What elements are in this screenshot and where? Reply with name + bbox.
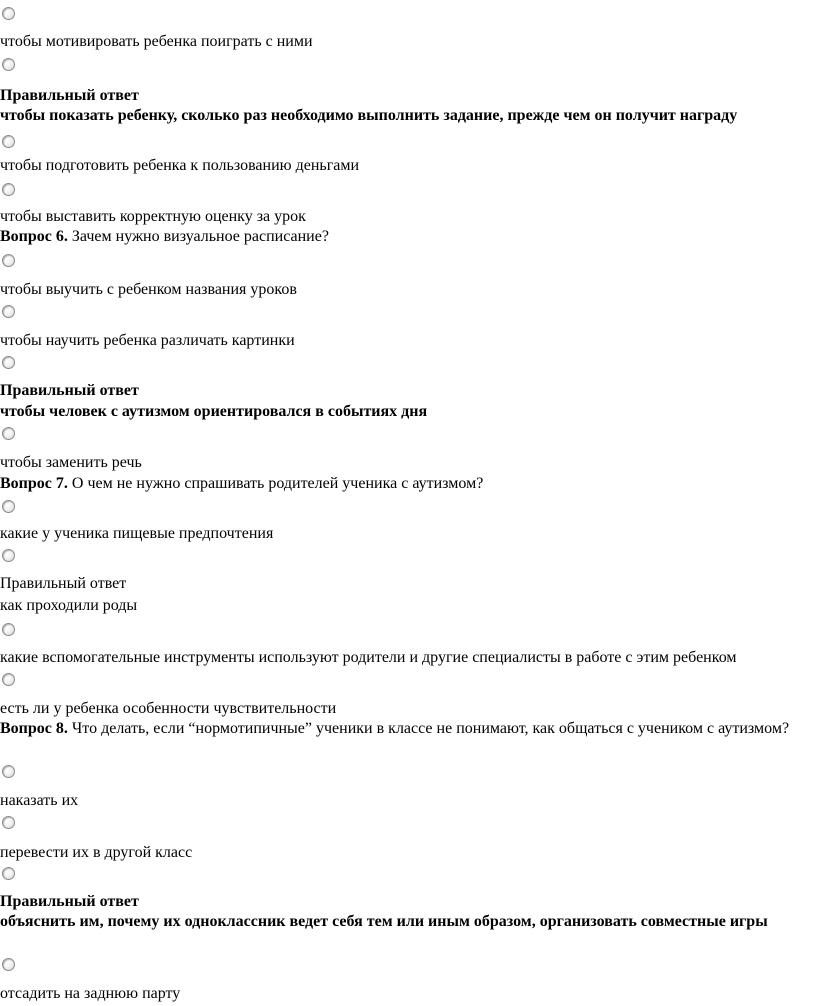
option-label: чтобы подготовить ребенка к пользованию деньгами (0, 157, 360, 174)
question-text: О чем не нужно спрашивать родителей ученика с аутизмом? (67, 475, 484, 492)
option-label: чтобы заменить речь (0, 454, 142, 471)
option-label: отсадить на заднюю парту (0, 985, 181, 1002)
option-label: наказать их (0, 792, 79, 809)
radio-button[interactable] (2, 305, 15, 318)
option-label: чтобы выставить корректную оценку за урок (0, 208, 306, 225)
question-number: Вопрос 7. (0, 475, 68, 492)
radio-button[interactable] (2, 7, 15, 20)
radio-button[interactable] (2, 183, 15, 196)
option-label: перевести их в другой класс (0, 844, 193, 861)
radio-button[interactable] (2, 500, 15, 513)
radio-button[interactable] (2, 254, 15, 267)
radio-button[interactable] (2, 623, 15, 636)
radio-button[interactable] (2, 765, 15, 778)
question-number: Вопрос 6. (0, 228, 68, 245)
question-6 (0, 227, 329, 247)
option-label: чтобы научить ребенка различать картинки (0, 332, 295, 349)
correct-answer-text: чтобы человек с аутизмом ориентировался в событиях дня (0, 403, 428, 420)
option-label: какие вспомогательные инструменты используют родители и другие специалисты в работе с этим ребенком (0, 649, 737, 666)
correct-answer-text: как проходили роды (0, 597, 138, 614)
question-text: Зачем нужно визуальное расписание? (67, 228, 329, 245)
radio-button[interactable] (2, 549, 15, 562)
question-8 (0, 719, 812, 739)
radio-button[interactable] (2, 58, 15, 71)
correct-answer-label: Правильный ответ (0, 893, 139, 910)
option-label: есть ли у ребенка особенности чувствительности (0, 700, 337, 717)
radio-button[interactable] (2, 427, 15, 440)
option-label: чтобы выучить с ребенком названия уроков (0, 281, 297, 298)
radio-button[interactable] (2, 673, 15, 686)
correct-answer-text: объяснить им, почему их одноклассник ведет себя тем или иным образом, организовать совместные игры (0, 913, 768, 930)
option-label: чтобы мотивировать ребенка поиграть с ними (0, 33, 313, 50)
correct-answer-label: Правильный ответ (0, 575, 127, 592)
question-number: Вопрос 8. (0, 720, 68, 737)
question-text: Что делать, если “нормотипичные” ученики в классе не понимают, как общаться с учеником с аутизмом? (67, 720, 790, 737)
correct-answer-label: Правильный ответ (0, 382, 139, 399)
radio-button[interactable] (2, 958, 15, 971)
radio-button[interactable] (2, 816, 15, 829)
question-7 (0, 474, 483, 494)
radio-button[interactable] (2, 356, 15, 369)
correct-answer-label: Правильный ответ (0, 87, 139, 104)
radio-button[interactable] (2, 867, 15, 880)
option-label: какие у ученика пищевые предпочтения (0, 525, 274, 542)
correct-answer-text: чтобы показать ребенку, сколько раз необходимо выполнить задание, прежде чем он получит награду (0, 107, 738, 124)
radio-button[interactable] (2, 135, 15, 148)
